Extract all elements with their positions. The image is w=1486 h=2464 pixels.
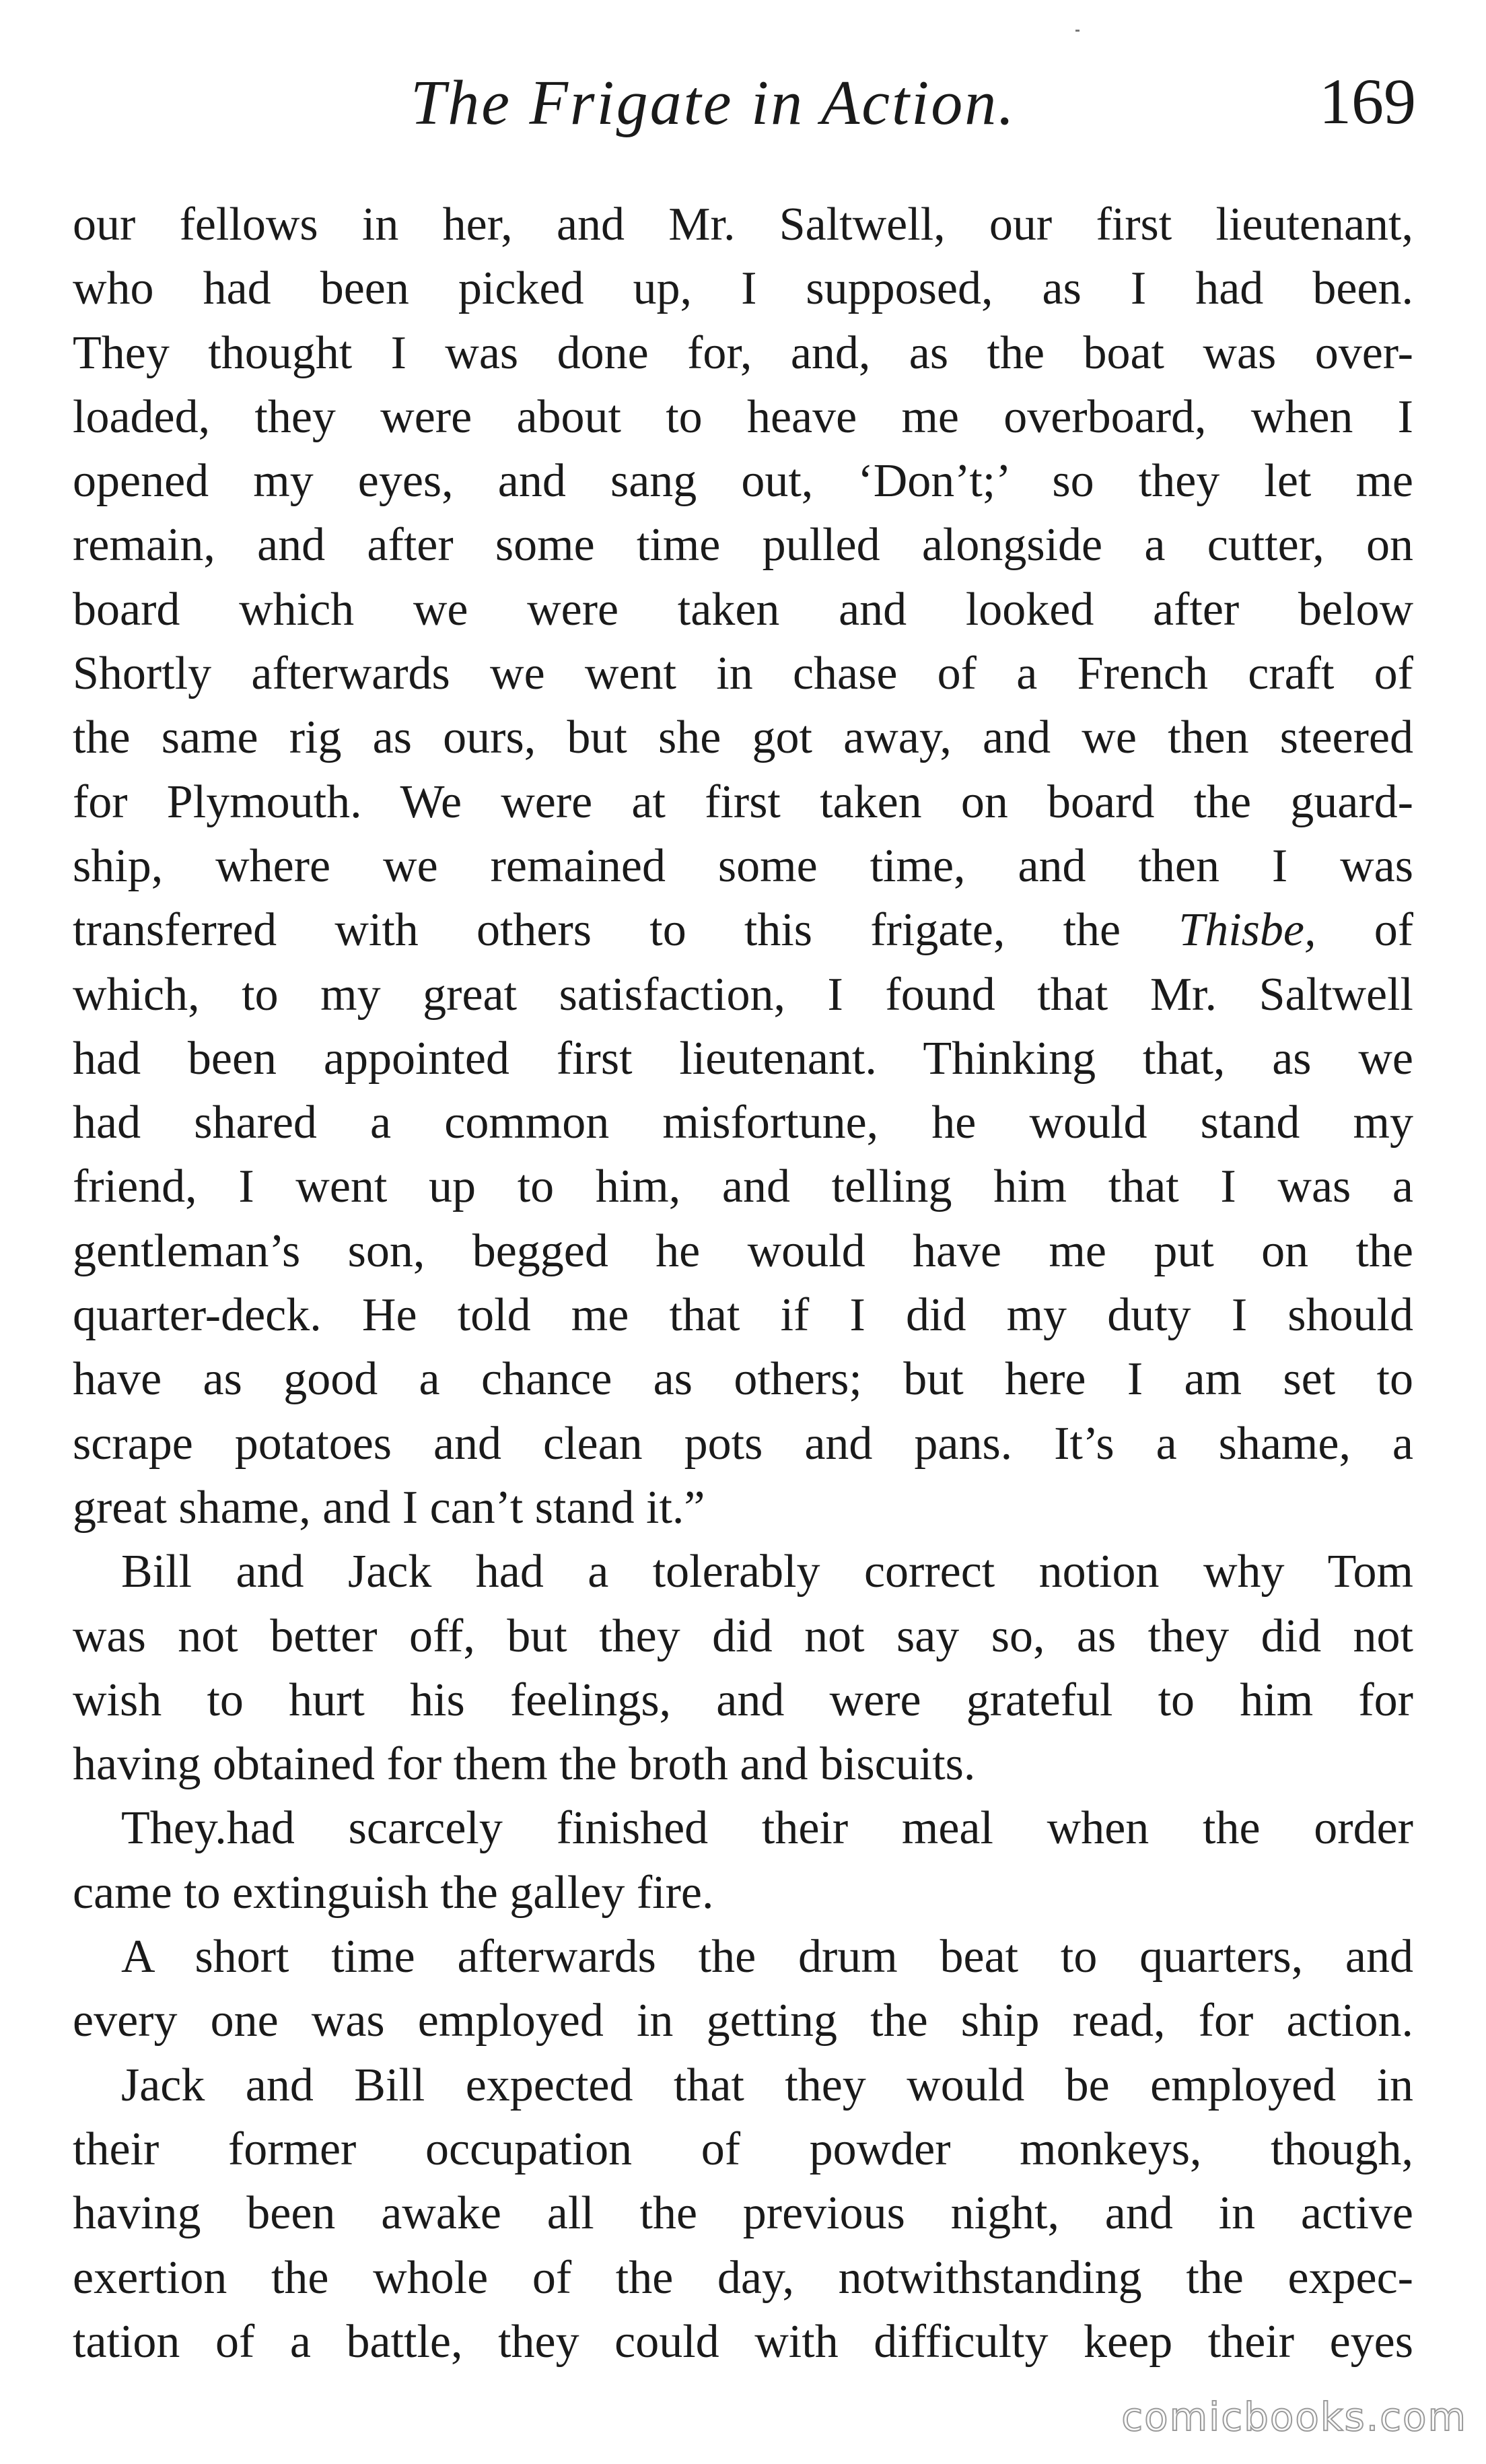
page-number: 169 [1319,65,1416,137]
text-line: came to extinguish the galley fire. [73,1866,714,1919]
ship-name-italic: Thisbe, [1178,904,1316,957]
text-line: the same rig as ours, but she got away, and we then steered [73,712,1413,764]
line-segment: of [1316,904,1413,957]
text-line: was not better off, but they did not say so, as they did not [73,1610,1413,1662]
text-line: great shame, and I can’t stand it.” [73,1481,705,1534]
paragraph-first-line: Bill and Jack had a tolerably correct notion why Tom [121,1546,1413,1598]
text-line: wish to hurt his feelings, and were grateful to him for [73,1674,1413,1726]
text-line: have as good a chance as others; but here I am set to [73,1353,1413,1406]
text-line: had been appointed first lieutenant. Thinking that, as we [73,1032,1413,1085]
paragraph-first-line: They.had scarcely finished their meal when the order [121,1802,1413,1855]
text-line: friend, I went up to him, and telling him that I was a [73,1161,1413,1213]
text-line: who had been picked up, I supposed, as I had been. [73,263,1413,315]
running-title: The Frigate in Action. [411,68,1016,138]
text-line: They thought I was done for, and, as the boat was over- [73,327,1413,379]
print-speck [1075,30,1080,32]
text-line: scrape potatoes and clean pots and pans. It’s a shame, a [73,1417,1413,1470]
text-line: opened my eyes, and sang out, ‘Don’t;’ so they let me [73,455,1413,508]
watermark: comicbooks.com [1121,2394,1467,2440]
text-line: tation of a battle, they could with difficulty keep their eyes [73,2315,1413,2368]
text-line: remain, and after some time pulled alongside a cutter, on [73,519,1413,572]
text-line: having been awake all the previous night, and in active [73,2187,1413,2240]
paragraph-first-line: Jack and Bill expected that they would be employed in [121,2059,1413,2111]
text-line: our fellows in her, and Mr. Saltwell, our first lieutenant, [73,199,1413,250]
text-line: which, to my great satisfaction, I found that Mr. Saltwell [73,968,1413,1021]
text-line: their former occupation of powder monkeys, though, [73,2123,1413,2175]
text-line: ship, where we remained some time, and then I was [73,840,1413,892]
text-line-with-italic [73,898,1413,962]
text-line: for Plymouth. We were at first taken on board the guard- [73,776,1413,828]
text-line: every one was employed in getting the ship read, for action. [73,1995,1413,2047]
line-segment: transferred with others to this frigate, the [73,904,1179,957]
text-line: Shortly afterwards we went in chase of a French craft of [73,648,1413,700]
text-line: had shared a common misfortune, he would stand my [73,1097,1413,1149]
running-head [0,59,1486,140]
paragraph-first-line: A short time afterwards the drum beat to quarters, and [121,1931,1413,1983]
text-line: exertion the whole of the day, notwithstanding the expec- [73,2251,1413,2304]
text-line: board which we were taken and looked after below [73,583,1413,636]
text-line: having obtained for them the broth and biscuits. [73,1738,976,1791]
body-text [73,193,1413,2374]
text-line: loaded, they were about to heave me overboard, when I [73,390,1413,443]
text-line: quarter-deck. He told me that if I did my duty I should [73,1289,1413,1342]
text-line: gentleman’s son, begged he would have me put on the [73,1225,1413,1277]
